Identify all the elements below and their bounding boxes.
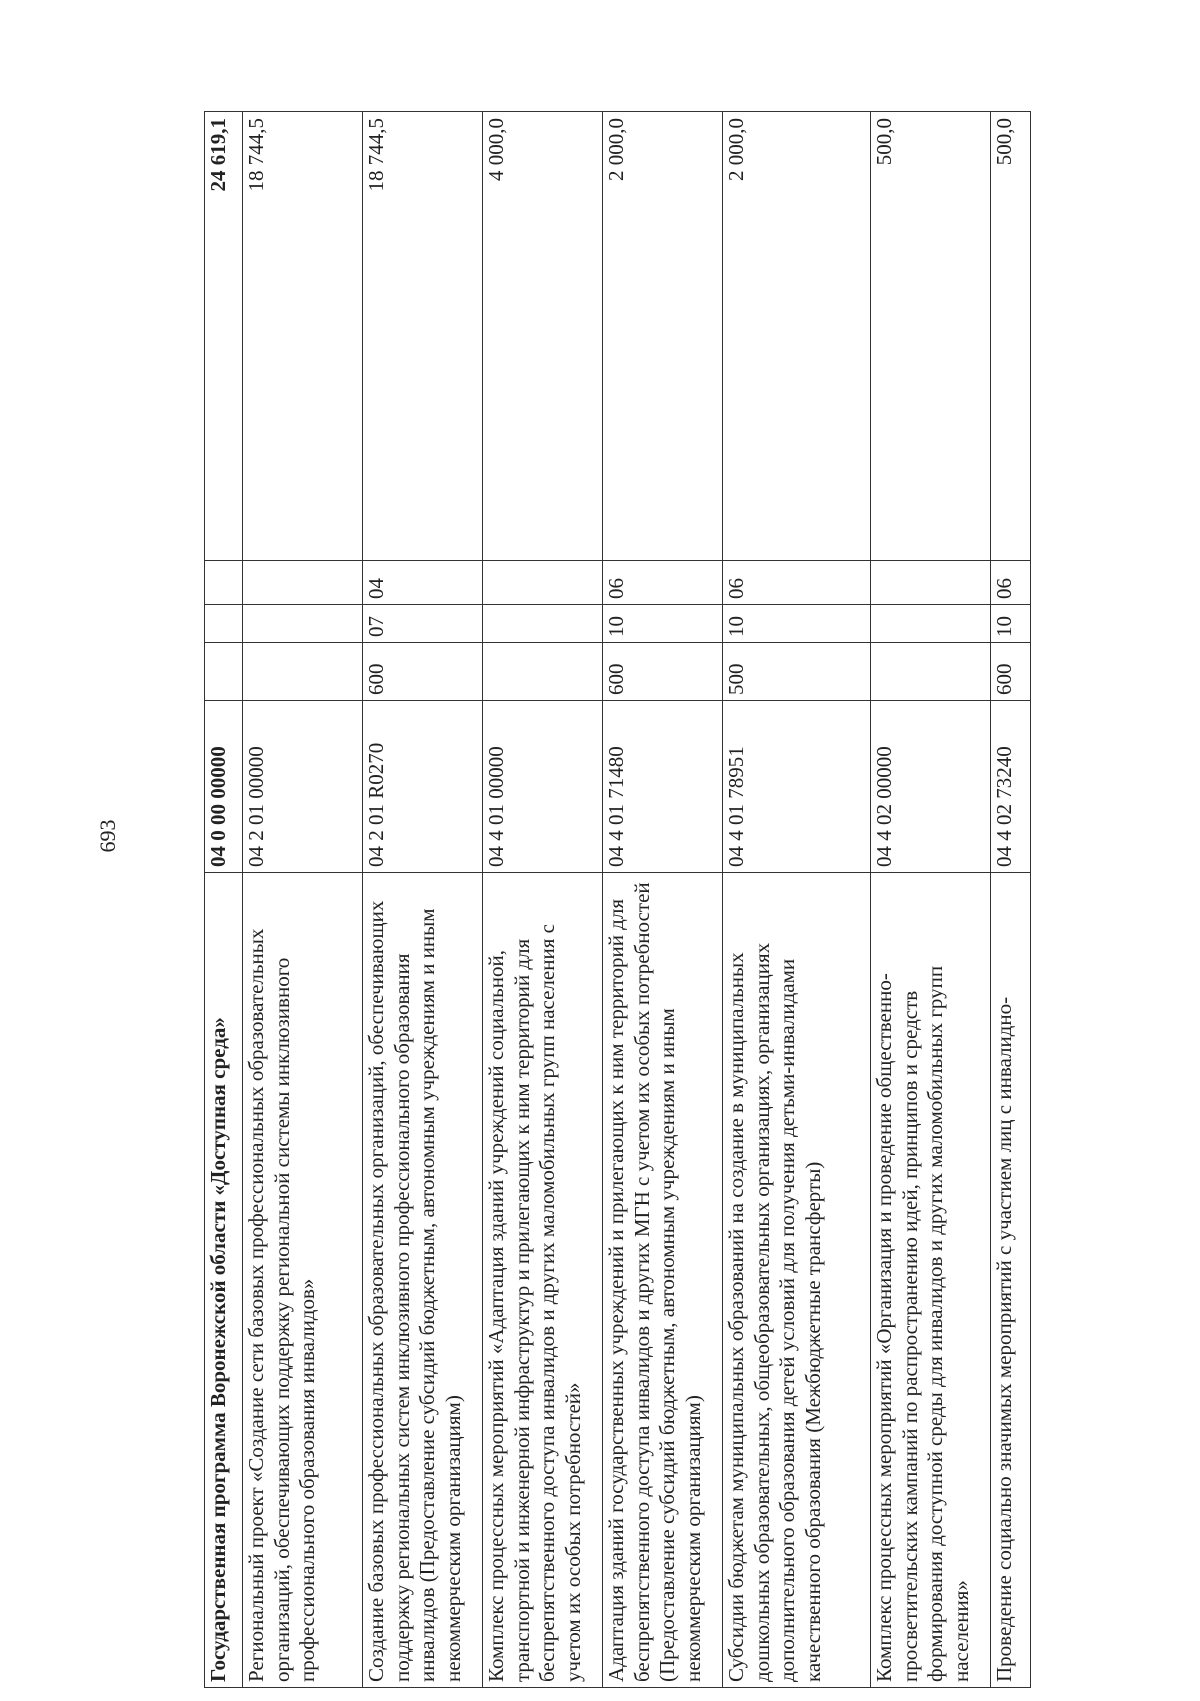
row-code: 04 4 02 00000: [871, 701, 991, 873]
row-code: 04 0 00 00000: [205, 701, 243, 873]
table-row: [723, 112, 871, 1688]
row-name: Адаптация зданий государственных учреждений и прилегающих к ним территорий для беспрепятственного доступа инвалидов и других МГН с учетом их особых потребностей (Предоставление субсидий бюджетным, автономным учреждениям и иным некоммерческим организациям): [603, 873, 723, 1688]
row-name: Региональный проект «Создание сети базовых профессиональных образовательных организаций, обеспечивающих поддержку региональной системы инклюзивного профессионального образования инвалидов»: [243, 873, 363, 1688]
row-pr: 06: [723, 561, 871, 605]
row-sum: 2 000,0: [603, 112, 723, 561]
row-sum: 500,0: [871, 112, 991, 561]
row-pr: [483, 561, 603, 605]
row-sum: 18 744,5: [243, 112, 363, 561]
row-vr: [483, 643, 603, 701]
row-name: Комплекс процессных мероприятий «Организация и проведение общественно-просветительских кампаний по распространению идей, принципов и средств формирования доступной среды для инвалидов и других маломобильных групп населения»: [871, 873, 991, 1688]
row-rz: [205, 605, 243, 643]
row-rz: [483, 605, 603, 643]
row-rz: 10: [603, 605, 723, 643]
row-code: 04 4 01 00000: [483, 701, 603, 873]
row-rz: [243, 605, 363, 643]
row-name: Проведение социально значимых мероприятий с участием лиц с инвалидно-: [991, 873, 1031, 1688]
row-pr: [871, 561, 991, 605]
row-pr: 04: [363, 561, 483, 605]
row-code: 04 2 01 R0270: [363, 701, 483, 873]
table-row: [205, 112, 243, 1688]
row-vr: 500: [723, 643, 871, 701]
row-sum: 4 000,0: [483, 112, 603, 561]
table-row: [603, 112, 723, 1688]
row-name: Государственная программа Воронежской области «Доступная среда»: [205, 873, 243, 1688]
row-pr: [243, 561, 363, 605]
table-row: [363, 112, 483, 1688]
table-row: [871, 112, 991, 1688]
row-pr: 06: [991, 561, 1031, 605]
row-name: Комплекс процессных мероприятий «Адаптация зданий учреждений социальной, транспортной и инженерной инфраструктур и прилегающих к ним территорий для беспрепятственного доступа инвалидов и других маломобильных групп населения с учетом их особых потребностей»: [483, 873, 603, 1688]
row-sum: 2 000,0: [723, 112, 871, 561]
row-rz: 10: [723, 605, 871, 643]
row-vr: 600: [363, 643, 483, 701]
row-name: Создание базовых профессиональных образовательных организаций, обеспечивающих поддержку региональных систем инклюзивного профессионального образования инвалидов (Предоставление субсидий бюджетным, автономным учреждениям и иным некоммерческим организациям): [363, 873, 483, 1688]
row-code: 04 4 01 78951: [723, 701, 871, 873]
row-vr: 600: [991, 643, 1031, 701]
row-pr: [205, 561, 243, 605]
row-code: 04 4 02 73240: [991, 701, 1031, 873]
row-sum: 18 744,5: [363, 112, 483, 561]
row-vr: [871, 643, 991, 701]
row-sum: 500,0: [991, 112, 1031, 561]
row-pr: 06: [603, 561, 723, 605]
row-vr: 600: [603, 643, 723, 701]
rotated-table-wrapper: [204, 112, 1016, 1688]
table-row: [991, 112, 1031, 1688]
row-vr: [243, 643, 363, 701]
row-vr: [205, 643, 243, 701]
page-number: 693: [95, 819, 120, 853]
budget-table-body: [205, 112, 1031, 1688]
row-sum: 24 619,1: [205, 112, 243, 561]
row-name: Субсидии бюджетам муниципальных образований на создание в муниципальных дошкольных образовательных, общеобразовательных организациях, организациях дополнительного образования детей условий для получения детьми-инвалидами качественного образования (Межбюджетные трансферты): [723, 873, 871, 1688]
table-row: [243, 112, 363, 1688]
row-code: 04 2 01 00000: [243, 701, 363, 873]
row-rz: [871, 605, 991, 643]
row-rz: 07: [363, 605, 483, 643]
row-rz: 10: [991, 605, 1031, 643]
table-row: [483, 112, 603, 1688]
row-code: 04 4 01 71480: [603, 701, 723, 873]
budget-table: [204, 111, 1031, 1688]
